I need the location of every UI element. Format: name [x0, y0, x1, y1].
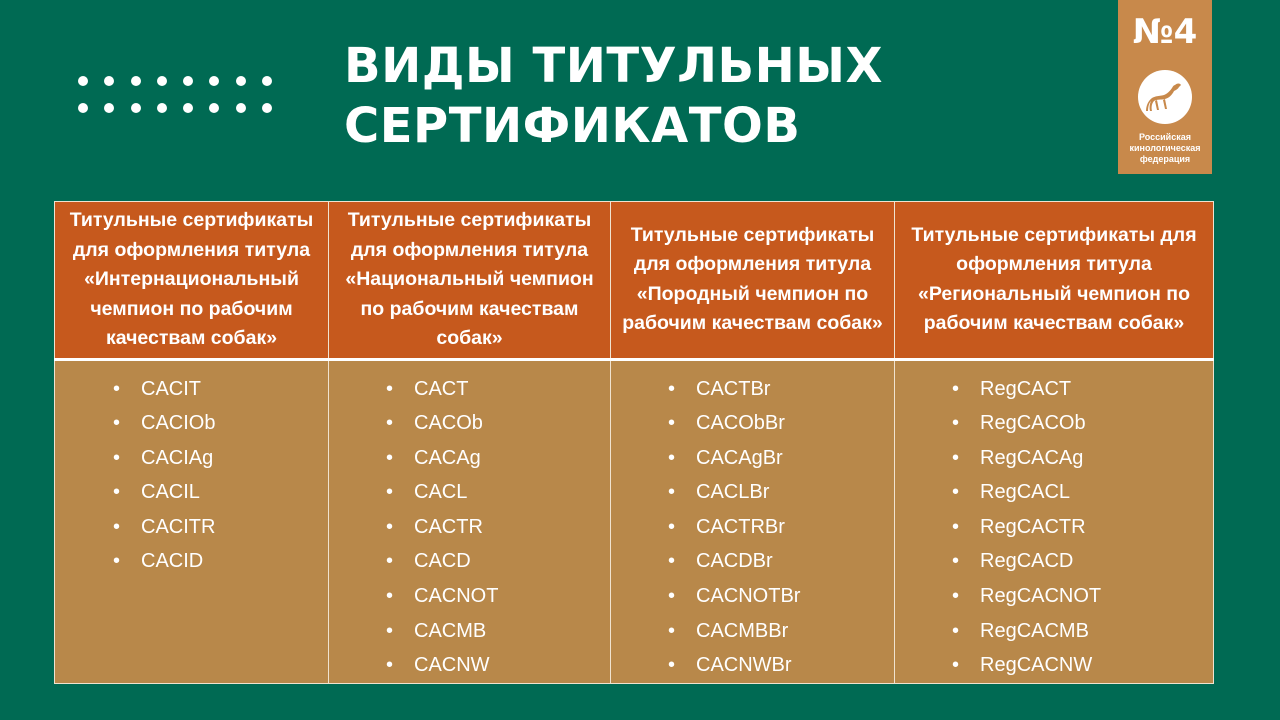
bullet-icon: •	[668, 446, 676, 469]
certificate-code: CACIOb	[141, 412, 216, 435]
certificate-code: CACTRBr	[696, 515, 785, 538]
certificate-code: RegCACTR	[980, 515, 1086, 538]
bullet-icon: •	[386, 619, 394, 642]
list-item	[952, 648, 1213, 683]
list-item	[386, 544, 610, 579]
bullet-icon: •	[668, 377, 676, 400]
dot	[104, 76, 114, 86]
dot	[209, 103, 219, 113]
certificate-code: CACLBr	[696, 481, 770, 504]
list-item	[386, 614, 610, 649]
list-item	[113, 544, 328, 579]
title-line-1: ВИДЫ ТИТУЛЬНЫХ	[344, 38, 883, 94]
bullet-icon: •	[952, 585, 960, 608]
dot	[157, 103, 167, 113]
organization-name	[1118, 132, 1212, 165]
list-item	[386, 406, 610, 441]
certificate-code: RegCACT	[980, 377, 1072, 400]
certificate-code: CACAg	[414, 446, 481, 469]
dot	[209, 76, 219, 86]
list-item	[668, 648, 894, 683]
dot	[131, 103, 141, 113]
column-header-international: Титульные сертификаты для оформления титула «Интернациональный чемпион по рабочим качествам собак»	[55, 202, 329, 360]
certificate-list	[55, 372, 328, 580]
dot	[78, 76, 88, 86]
certificate-code: RegCACAg	[980, 446, 1084, 469]
list-item	[386, 648, 610, 683]
column-international	[55, 359, 329, 683]
column-national	[329, 359, 611, 683]
column-header-regional: Титульные сертификаты для оформления титула «Региональный чемпион по рабочим качествам собак»	[895, 202, 1214, 360]
certificate-code: CACIT	[141, 377, 201, 400]
certificates-table	[54, 201, 1214, 684]
list-item	[952, 614, 1213, 649]
bullet-icon: •	[386, 377, 394, 400]
dot	[262, 76, 272, 86]
list-item	[668, 614, 894, 649]
certificate-code: CACTR	[414, 515, 483, 538]
list-item	[952, 579, 1213, 614]
rkf-badge	[1118, 0, 1212, 174]
bullet-icon: •	[952, 377, 960, 400]
bullet-icon: •	[668, 515, 676, 538]
certificate-code: CACObBr	[696, 412, 785, 435]
certificate-code: CACAgBr	[696, 446, 783, 469]
certificate-code: CACNW	[414, 654, 490, 677]
certificate-code: CACNOT	[414, 585, 499, 608]
list-item	[668, 406, 894, 441]
table-header-row	[55, 202, 1214, 360]
dot	[183, 103, 193, 113]
certificate-code: CACD	[414, 550, 471, 573]
certificate-code: RegCACL	[980, 481, 1071, 504]
bullet-icon: •	[952, 550, 960, 573]
list-item	[113, 441, 328, 476]
list-item	[952, 372, 1213, 407]
bullet-icon: •	[386, 585, 394, 608]
dot	[236, 103, 246, 113]
certificate-code: RegCACD	[980, 550, 1074, 573]
list-item	[952, 544, 1213, 579]
dot	[157, 76, 167, 86]
bullet-icon: •	[113, 481, 121, 504]
list-item	[668, 510, 894, 545]
list-item	[668, 579, 894, 614]
bullet-icon: •	[952, 619, 960, 642]
list-item	[952, 475, 1213, 510]
column-header-breed: Титульные сертификаты для оформления титула «Породный чемпион по рабочим качествам собак»	[611, 202, 895, 360]
bullet-icon: •	[668, 550, 676, 573]
column-regional	[895, 359, 1214, 683]
list-item	[952, 406, 1213, 441]
list-item	[952, 441, 1213, 476]
page-title	[344, 36, 883, 156]
list-item	[386, 510, 610, 545]
bullet-icon: •	[952, 515, 960, 538]
list-item	[668, 372, 894, 407]
list-item	[113, 406, 328, 441]
certificate-code: RegCACNOT	[980, 585, 1102, 608]
bullet-icon: •	[668, 412, 676, 435]
dot	[236, 76, 246, 86]
bullet-icon: •	[113, 412, 121, 435]
bullet-icon: •	[113, 515, 121, 538]
certificate-code: CACITR	[141, 515, 216, 538]
slide-number: №4	[1132, 12, 1198, 52]
certificate-code: CACIL	[141, 481, 200, 504]
column-breed	[611, 359, 895, 683]
dot	[131, 76, 141, 86]
certificate-code: CACDBr	[696, 550, 773, 573]
bullet-icon: •	[952, 446, 960, 469]
bullet-icon: •	[113, 446, 121, 469]
list-item	[113, 372, 328, 407]
dot	[183, 76, 193, 86]
bullet-icon: •	[668, 481, 676, 504]
list-item	[668, 441, 894, 476]
table-row	[55, 359, 1214, 683]
bullet-icon: •	[386, 446, 394, 469]
list-item	[668, 475, 894, 510]
bullet-icon: •	[386, 412, 394, 435]
bullet-icon: •	[952, 481, 960, 504]
list-item	[386, 441, 610, 476]
decorative-dots	[78, 76, 272, 113]
dot	[262, 103, 272, 113]
bullet-icon: •	[668, 619, 676, 642]
certificate-list	[611, 372, 894, 683]
bullet-icon: •	[113, 550, 121, 573]
certificate-list	[329, 372, 610, 683]
certificate-code: CACID	[141, 550, 204, 573]
bullet-icon: •	[386, 515, 394, 538]
certificate-code: RegCACNW	[980, 654, 1093, 677]
dot	[104, 103, 114, 113]
caption-line: федерация	[1139, 154, 1191, 164]
list-item	[668, 544, 894, 579]
caption-line: кинологическая	[1129, 143, 1201, 153]
list-item	[113, 475, 328, 510]
list-item	[386, 372, 610, 407]
bullet-icon: •	[952, 412, 960, 435]
certificate-code: CACOb	[414, 412, 483, 435]
title-line-2: СЕРТИФИКАТОВ	[344, 98, 801, 154]
certificate-code: CACT	[414, 377, 469, 400]
list-item	[113, 510, 328, 545]
column-header-national: Титульные сертификаты для оформления титула «Национальный чемпион по рабочим качествам собак»	[329, 202, 611, 360]
bullet-icon: •	[386, 654, 394, 677]
certificate-code: CACMBBr	[696, 619, 789, 642]
certificate-list	[895, 372, 1213, 683]
bullet-icon: •	[668, 585, 676, 608]
greyhound-dog-icon	[1138, 70, 1192, 124]
bullet-icon: •	[113, 377, 121, 400]
certificate-code: CACNOTBr	[696, 585, 801, 608]
dot	[78, 103, 88, 113]
certificate-code: RegCACMB	[980, 619, 1089, 642]
certificate-code: CACTBr	[696, 377, 771, 400]
bullet-icon: •	[386, 481, 394, 504]
list-item	[386, 579, 610, 614]
list-item	[386, 475, 610, 510]
certificate-code: CACL	[414, 481, 468, 504]
certificate-code: CACNWBr	[696, 654, 792, 677]
list-item	[952, 510, 1213, 545]
certificate-code: RegCACOb	[980, 412, 1086, 435]
bullet-icon: •	[668, 654, 676, 677]
certificate-code: CACIAg	[141, 446, 214, 469]
certificate-code: CACMB	[414, 619, 487, 642]
bullet-icon: •	[952, 654, 960, 677]
caption-line: Российская	[1138, 132, 1191, 142]
bullet-icon: •	[386, 550, 394, 573]
